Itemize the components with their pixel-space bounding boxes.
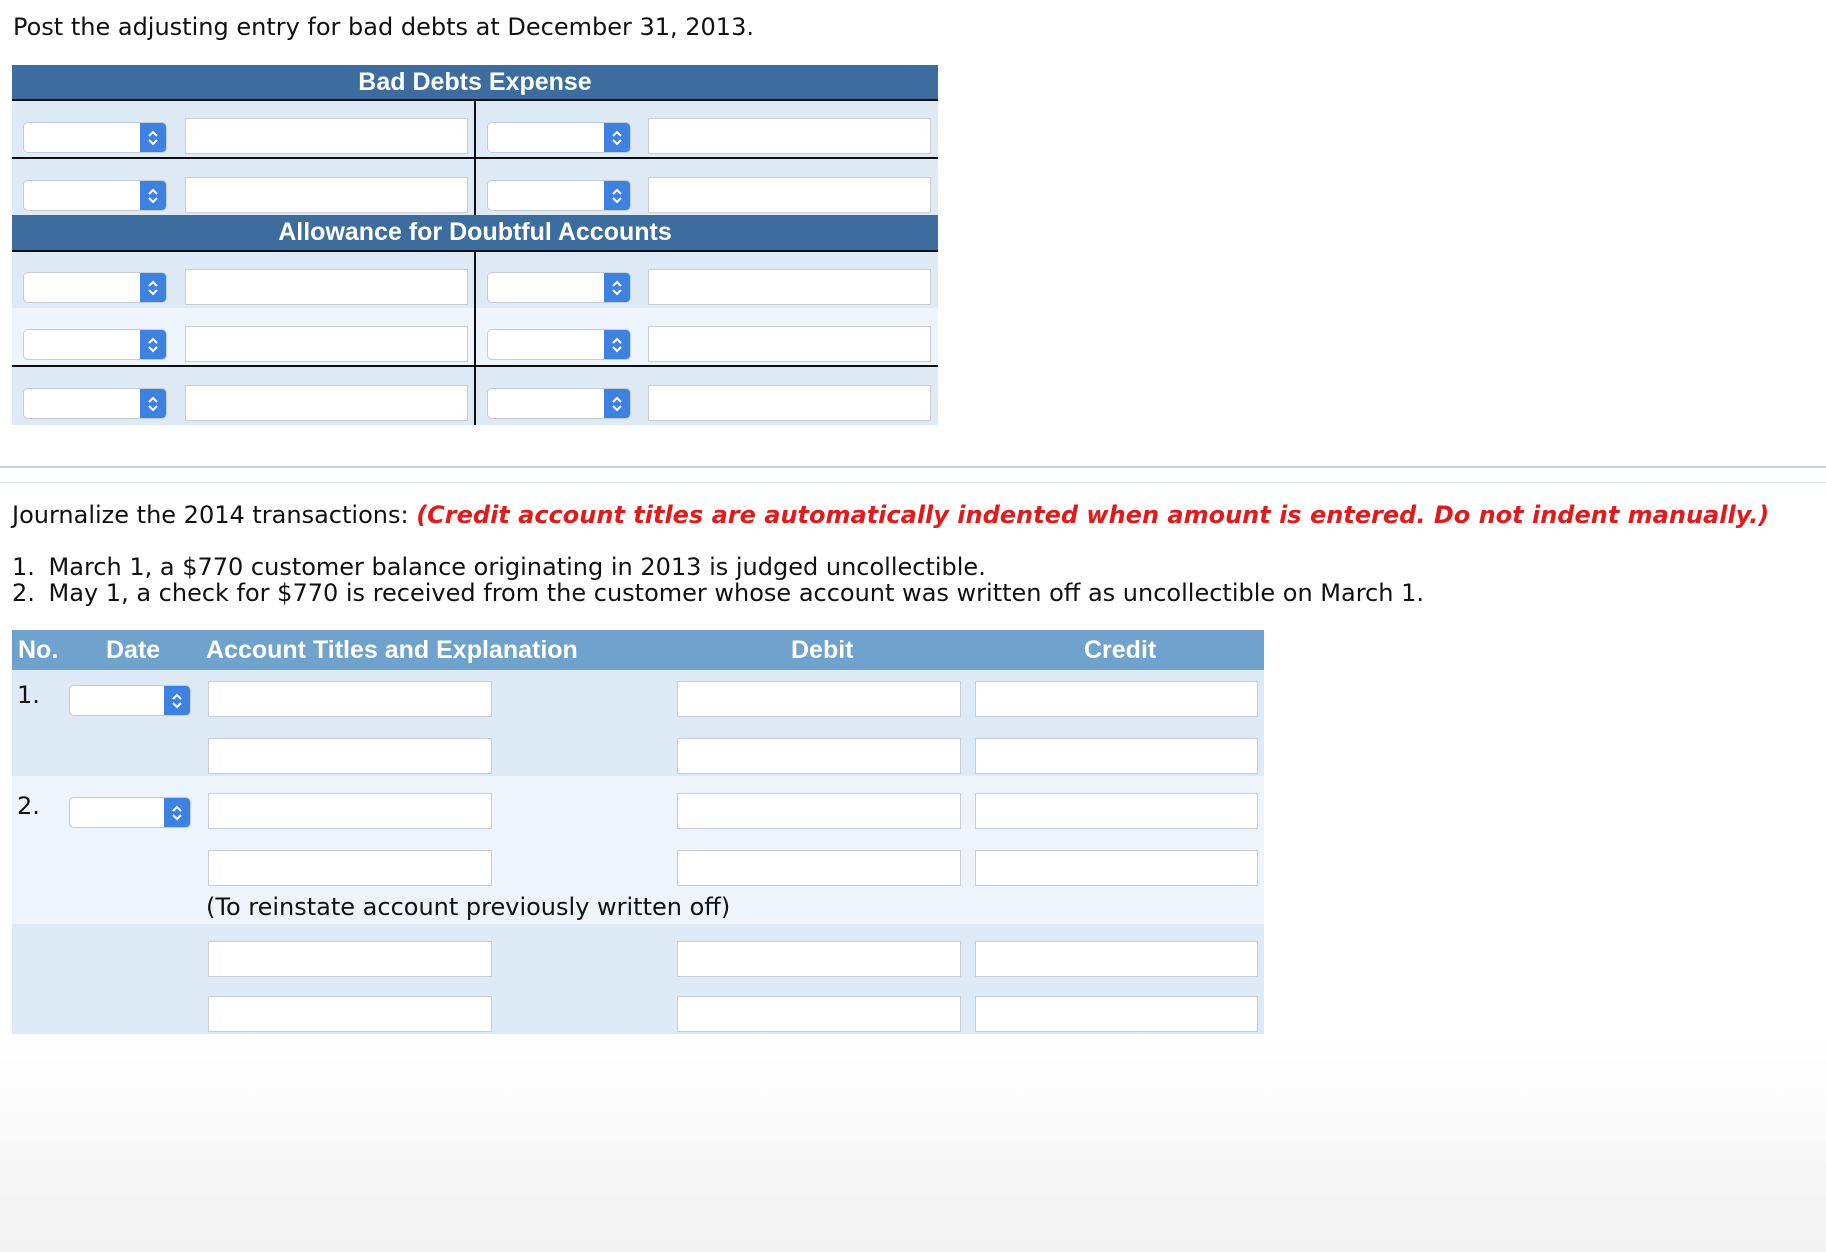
chevron-updown-icon [604, 181, 630, 210]
entry-3-debit-input-2[interactable] [677, 996, 961, 1032]
t2-debit-amount-input-2[interactable] [185, 326, 468, 362]
entry-2-debit-input-1[interactable] [677, 793, 961, 829]
entry-3-account-input-2[interactable] [208, 996, 492, 1032]
entry-2-account-input-2[interactable] [208, 850, 492, 886]
chevron-updown-icon [140, 181, 166, 210]
transaction-item: 2. May 1, a check for $770 is received from the customer whose account was written off as uncollectible on March 1. [12, 579, 1424, 607]
header-credit: Credit [1084, 636, 1157, 664]
page-bottom [0, 1034, 1826, 1252]
chevron-updown-icon [604, 330, 630, 359]
entry-1-debit-input-1[interactable] [677, 681, 961, 717]
entry-number: 2. [17, 792, 40, 820]
t1-debit-amount-input[interactable] [185, 118, 468, 154]
entry-2-date-select[interactable] [69, 797, 191, 828]
chevron-updown-icon [140, 389, 166, 418]
section-divider [0, 466, 1826, 468]
entry-3-debit-input-1[interactable] [677, 941, 961, 977]
t1-credit-amount-input-2[interactable] [648, 177, 931, 213]
t1-debit-amount-input-2[interactable] [185, 177, 468, 213]
chevron-updown-icon [604, 273, 630, 302]
chevron-updown-icon [140, 123, 166, 152]
indent-note: (Credit account titles are automatically indented when amount is entered. Do not indent manually.) [416, 501, 1770, 529]
chevron-updown-icon [164, 798, 190, 827]
t2-credit-amount-input-2[interactable] [648, 326, 931, 362]
journalize-lead: Journalize the 2014 transactions: [12, 501, 409, 529]
t1-credit-date-select-2[interactable] [487, 180, 631, 211]
t2-credit-amount-input-3[interactable] [648, 385, 931, 421]
chevron-updown-icon [604, 389, 630, 418]
header-no: No. [18, 636, 59, 664]
header-debit: Debit [791, 636, 854, 664]
t2-credit-date-select-2[interactable] [487, 329, 631, 360]
entry-1-debit-input-2[interactable] [677, 738, 961, 774]
t1-debit-date-select[interactable] [23, 122, 167, 153]
entry-1-credit-input-2[interactable] [975, 738, 1258, 774]
entry-1-account-input-2[interactable] [208, 738, 492, 774]
t1-debit-date-select-2[interactable] [23, 180, 167, 211]
t2-debit-amount-input-1[interactable] [185, 269, 468, 305]
entry-3-account-input-1[interactable] [208, 941, 492, 977]
chevron-updown-icon [140, 273, 166, 302]
t-account-header-bad-debts: Bad Debts Expense [12, 65, 938, 101]
chevron-updown-icon [164, 686, 190, 715]
t2-credit-date-select-3[interactable] [487, 388, 631, 419]
chevron-updown-icon [604, 123, 630, 152]
t1-credit-date-select[interactable] [487, 122, 631, 153]
entry-number: 1. [17, 681, 40, 709]
t2-debit-date-select-1[interactable] [23, 272, 167, 303]
entry-1-date-select[interactable] [69, 685, 191, 716]
entry-3-credit-input-1[interactable] [975, 941, 1258, 977]
t2-debit-date-select-3[interactable] [23, 388, 167, 419]
entry-2-credit-input-1[interactable] [975, 793, 1258, 829]
journalize-instruction [12, 500, 1769, 530]
entry-2-explanation: (To reinstate account previously written off) [206, 893, 731, 921]
t-account-header-allowance: Allowance for Doubtful Accounts [12, 215, 938, 252]
chevron-updown-icon [140, 330, 166, 359]
entry-3-credit-input-2[interactable] [975, 996, 1258, 1032]
t2-debit-amount-input-3[interactable] [185, 385, 468, 421]
instruction-post-adjusting: Post the adjusting entry for bad debts at December 31, 2013. [13, 13, 754, 41]
entry-1-account-input-1[interactable] [208, 681, 492, 717]
entry-2-debit-input-2[interactable] [677, 850, 961, 886]
t2-credit-amount-input-1[interactable] [648, 269, 931, 305]
t1-credit-amount-input[interactable] [648, 118, 931, 154]
header-account: Account Titles and Explanation [206, 636, 578, 664]
journal-header-row [12, 630, 1264, 670]
t2-debit-date-select-2[interactable] [23, 329, 167, 360]
entry-2-account-input-1[interactable] [208, 793, 492, 829]
header-date: Date [106, 636, 161, 664]
entry-2-credit-input-2[interactable] [975, 850, 1258, 886]
entry-1-credit-input-1[interactable] [975, 681, 1258, 717]
t2-credit-date-select-1[interactable] [487, 272, 631, 303]
transaction-item: 1. March 1, a $770 customer balance originating in 2013 is judged uncollectible. [12, 553, 986, 581]
